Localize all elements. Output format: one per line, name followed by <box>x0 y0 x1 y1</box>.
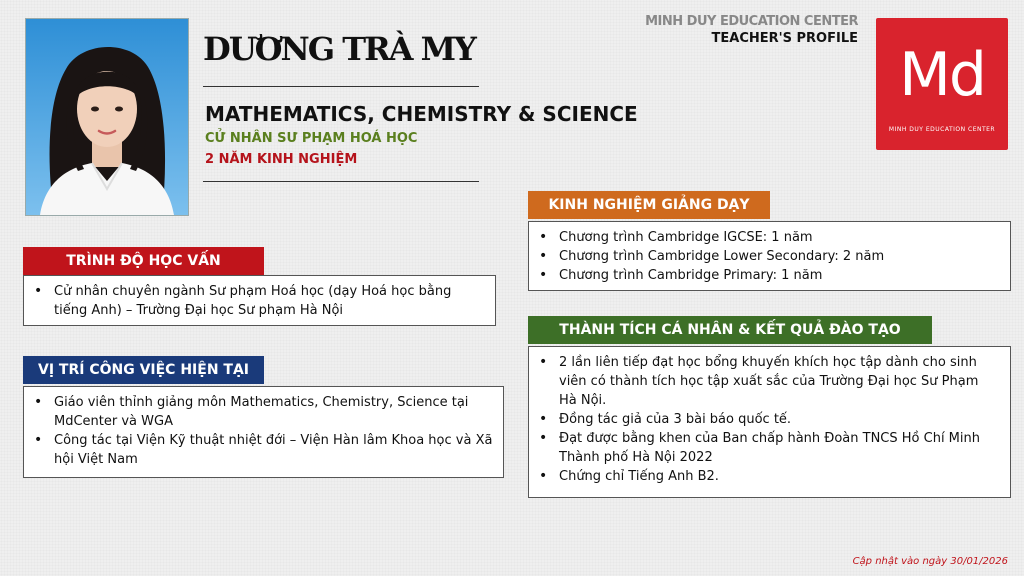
achievement-item: • Đồng tác giả của 3 bài báo quốc tế. <box>559 410 992 429</box>
position-item: • Giáo viên thỉnh giảng môn Mathematics, Chemistry, Science tại MdCenter và WGA <box>54 393 493 431</box>
teaching-item: • Chương trình Cambridge IGCSE: 1 năm <box>559 228 1010 247</box>
education-box <box>23 275 496 326</box>
teacher-subjects: MATHEMATICS, CHEMISTRY & SCIENCE <box>205 102 638 126</box>
achievement-item: • Đạt được bằng khen của Ban chấp hành Đoàn TNCS Hồ Chí Minh Thành phố Hà Nội 2022 <box>559 429 992 467</box>
name-divider <box>203 86 479 87</box>
education-heading: TRÌNH ĐỘ HỌC VẤN <box>23 247 264 275</box>
profile-subtitle: TEACHER'S PROFILE <box>711 31 858 46</box>
teacher-name: DƯƠNG TRÀ MY <box>203 30 475 68</box>
teacher-degree: CỬ NHÂN SƯ PHẠM HOÁ HỌC <box>205 131 418 146</box>
teaching-heading: KINH NGHIỆM GIẢNG DẠY <box>528 191 770 219</box>
achievement-item: • 2 lần liên tiếp đạt học bổng khuyến khích học tập dành cho sinh viên có thành tích học tập xuất sắc của Trường Đại học Sư Phạm Hà Nội. <box>559 353 992 410</box>
teaching-item: • Chương trình Cambridge Lower Secondary: 2 năm <box>559 247 1010 266</box>
position-heading: VỊ TRÍ CÔNG VIỆC HIỆN TẠI <box>23 356 264 384</box>
center-name: MINH DUY EDUCATION CENTER <box>645 14 858 29</box>
achievement-item: • Chứng chỉ Tiếng Anh B2. <box>559 467 992 486</box>
achievements-heading: THÀNH TÍCH CÁ NHÂN & KẾT QUẢ ĐÀO TẠO <box>528 316 932 344</box>
position-box <box>23 386 504 478</box>
position-item: • Công tác tại Viện Kỹ thuật nhiệt đới – Viện Hàn lâm Khoa học và Xã hội Việt Nam <box>54 431 493 469</box>
title-divider <box>203 181 479 182</box>
teacher-experience: 2 NĂM KINH NGHIỆM <box>205 152 358 167</box>
teacher-photo <box>25 18 189 216</box>
center-logo <box>876 18 1008 150</box>
teaching-box <box>528 221 1011 291</box>
education-item: • Cử nhân chuyên ngành Sư phạm Hoá học (dạy Hoá học bằng tiếng Anh) – Trường Đại học Sư phạm Hà Nội <box>54 282 485 320</box>
logo-text: Md <box>899 40 985 110</box>
teaching-item: • Chương trình Cambridge Primary: 1 năm <box>559 266 1010 285</box>
achievements-box <box>528 346 1011 498</box>
logo-subtext: MINH DUY EDUCATION CENTER <box>888 126 996 133</box>
updated-date: Cập nhật vào ngày 30/01/2026 <box>852 556 1008 567</box>
